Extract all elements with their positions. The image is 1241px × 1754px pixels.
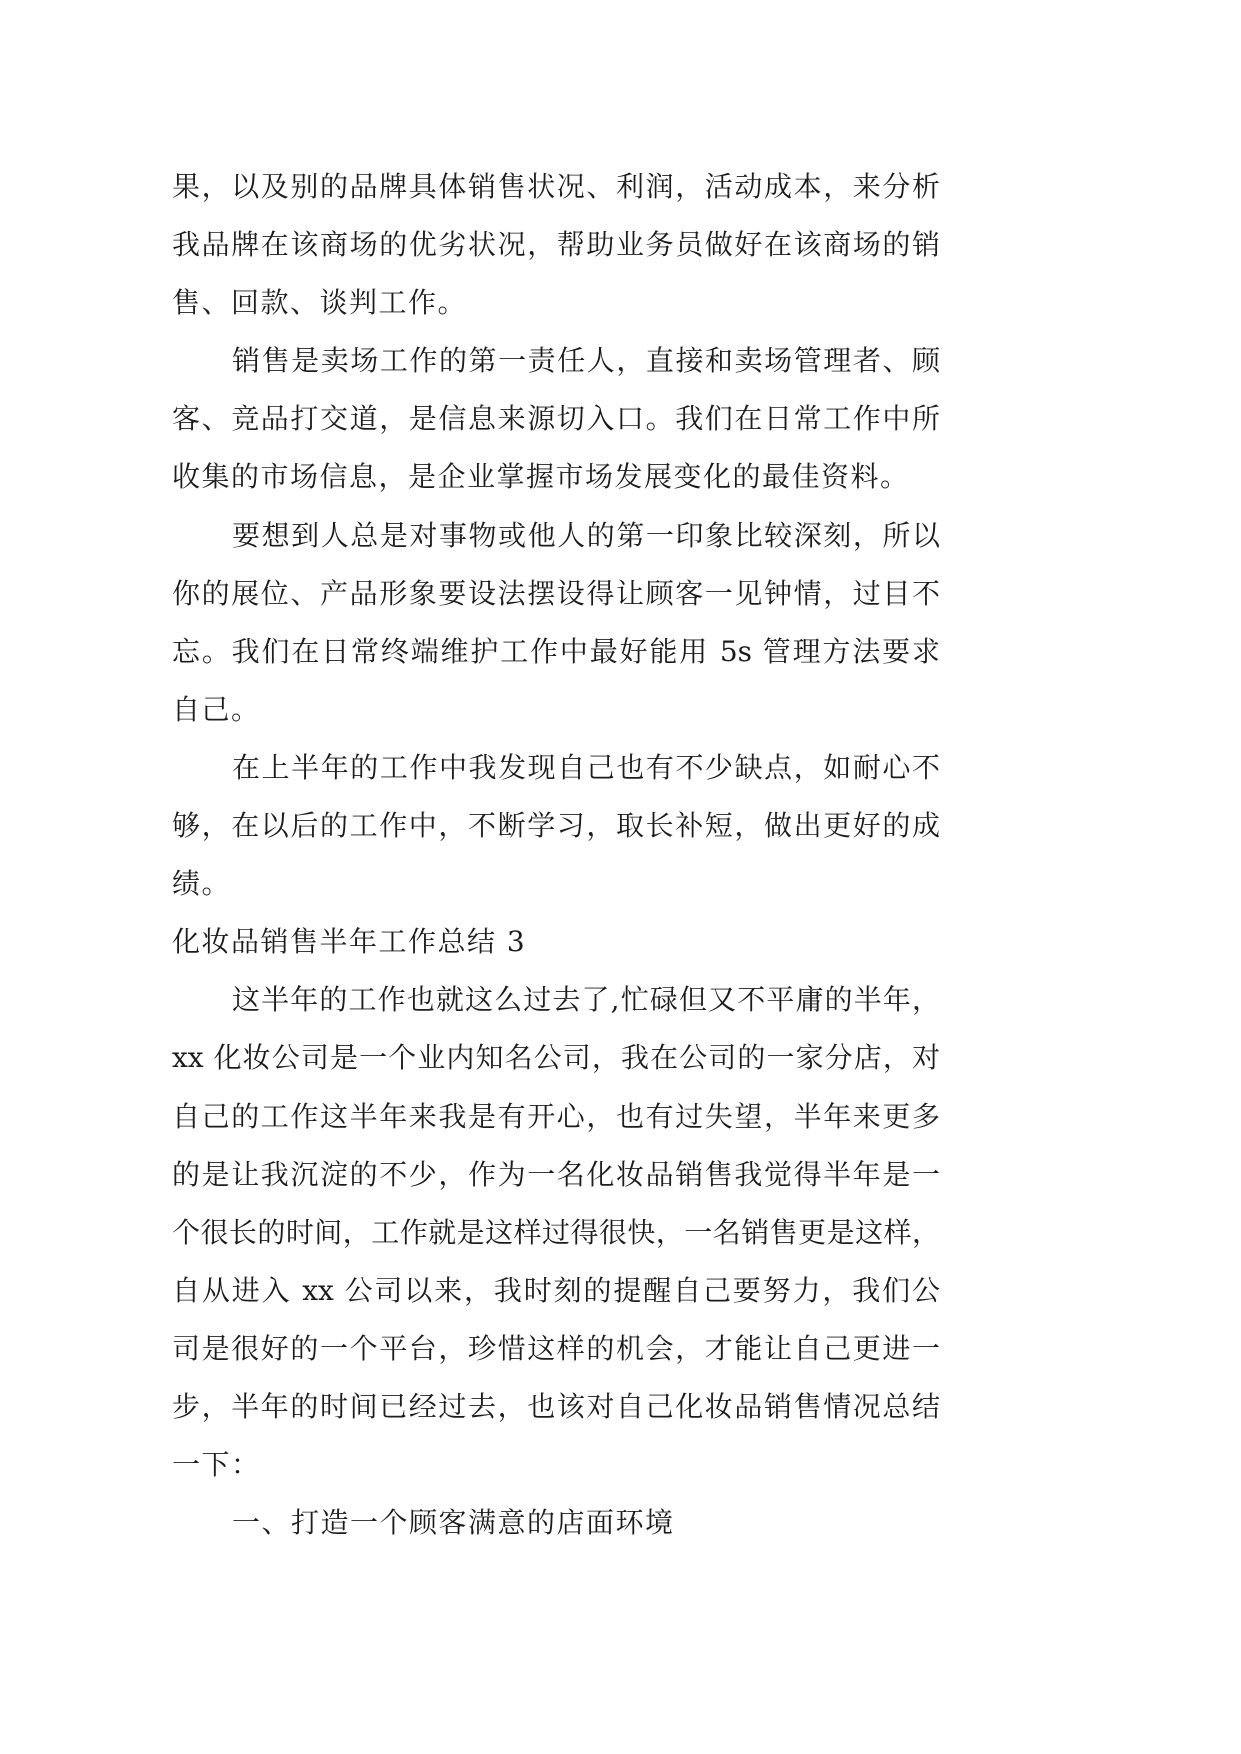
text-line: 忘。我们在日常终端维护工作中最好能用 5s 管理方法要求 — [172, 634, 940, 668]
paragraph — [172, 1494, 940, 1552]
text-line: 一、打造一个顾客满意的店面环境 — [232, 1506, 675, 1540]
text-line: 步，半年的时间已经过去，也该对自己化妆品销售情况总结 — [172, 1389, 940, 1423]
text-line: 这半年的工作也就这么过去了,忙碌但又不平庸的半年， — [232, 983, 940, 1017]
section-heading: 化妆品销售半年工作总结 3 — [172, 925, 527, 959]
text-line: 要想到人总是对事物或他人的第一印象比较深刻，所以 — [232, 518, 940, 552]
document-body — [172, 158, 940, 1552]
text-line: 够，在以后的工作中，不断学习，取长补短，做出更好的成 — [172, 809, 940, 843]
text-line: 果，以及别的品牌具体销售状况、利润，活动成本，来分析 — [172, 170, 940, 203]
paragraph — [172, 332, 940, 506]
paragraph — [172, 739, 940, 913]
text-line: 一下： — [172, 1448, 261, 1482]
text-line: 销售是卖场工作的第一责任人，直接和卖场管理者、顾 — [232, 344, 940, 378]
text-line: 司是很好的一个平台，珍惜这样的机会，才能让自己更进一 — [172, 1331, 940, 1365]
text-line: 自己的工作这半年来我是有开心，也有过失望，半年来更多 — [172, 1099, 940, 1133]
text-line: xx 化妆公司是一个业内知名公司，我在公司的一家分店，对 — [172, 1041, 940, 1075]
text-line: 售、回款、谈判工作。 — [172, 286, 468, 320]
text-line: 的是让我沉淀的不少，作为一名化妆品销售我觉得半年是一 — [172, 1157, 940, 1191]
text-line: 自己。 — [172, 692, 261, 726]
paragraph — [172, 158, 940, 332]
paragraph — [172, 971, 940, 1494]
text-line: 收集的市场信息，是企业掌握市场发展变化的最佳资料。 — [172, 460, 910, 494]
text-line: 客、竞品打交道，是信息来源切入口。我们在日常工作中所 — [172, 402, 940, 436]
paragraph — [172, 507, 940, 739]
text-line: 自从进入 xx 公司以来，我时刻的提醒自己要努力，我们公 — [172, 1273, 940, 1307]
text-line: 我品牌在该商场的优劣状况，帮助业务员做好在该商场的销 — [172, 228, 940, 262]
text-line: 绩。 — [172, 867, 232, 901]
text-line: 你的展位、产品形象要设法摆设得让顾客一见钟情，过目不 — [172, 576, 940, 610]
text-line: 个很长的时间，工作就是这样过得很快，一名销售更是这样， — [172, 1215, 940, 1249]
text-line: 在上半年的工作中我发现自己也有不少缺点，如耐心不 — [232, 750, 940, 784]
